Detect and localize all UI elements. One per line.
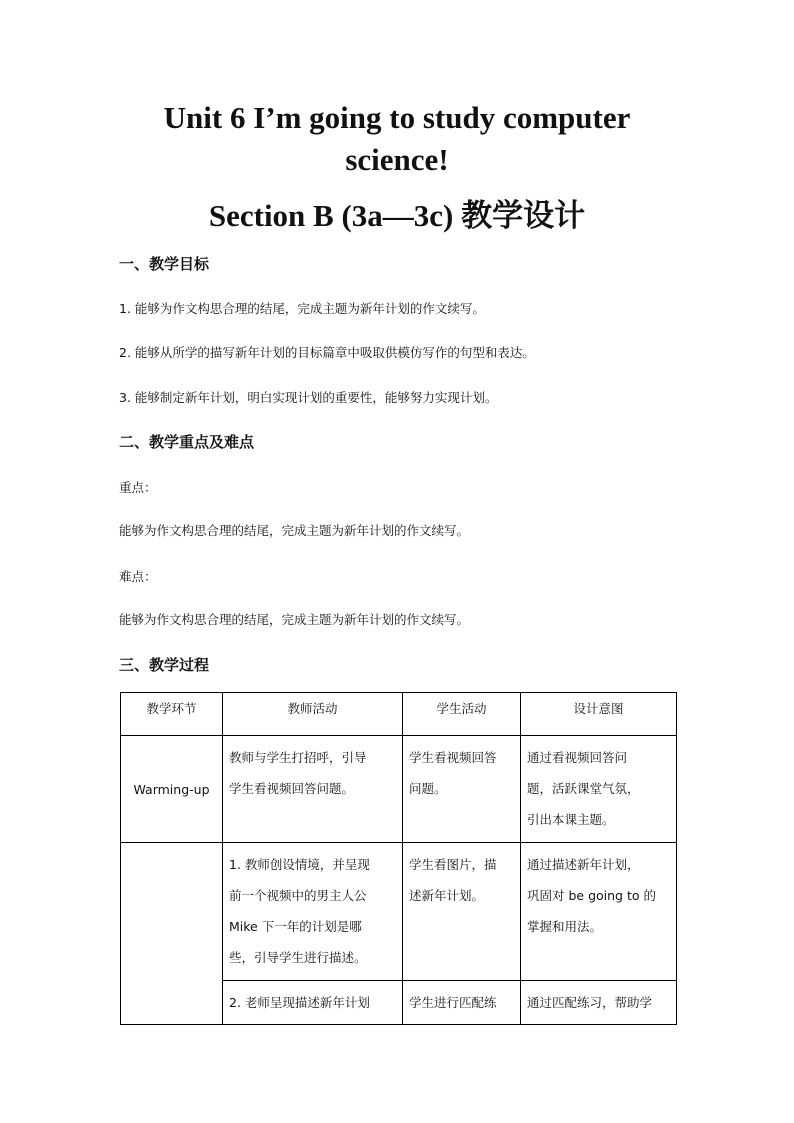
cell-text-line: 问题。	[409, 781, 447, 796]
student-activity-cell	[403, 981, 521, 1025]
objective-item-3: 3. 能够制定新年计划，明白实现计划的重要性，能够努力实现计划。	[119, 390, 498, 405]
key-point-text: 能够为作文构思合理的结尾，完成主题为新年计划的作文续写。	[119, 523, 470, 538]
cell-text-line: 前一个视频中的男主人公	[229, 888, 367, 903]
teacher-activity-cell	[223, 843, 403, 981]
teaching-process-table	[120, 692, 677, 1025]
document-title-line-2: science!	[345, 142, 449, 177]
table-header-row	[121, 693, 677, 736]
difficult-point-label: 难点：	[119, 569, 157, 584]
section-heading-key-points: 二、教学重点及难点	[119, 433, 255, 451]
objective-item-2: 2. 能够从所学的描写新年计划的目标篇章中吸取供模仿写作的句型和表达。	[119, 345, 535, 360]
cell-text-line: 通过匹配练习，帮助学	[527, 995, 653, 1010]
cell-text-line: 学生看视频回答	[409, 750, 497, 765]
cell-text-line: 题，活跃课堂气氛，	[527, 781, 640, 796]
stage-cell	[121, 843, 223, 1025]
cell-text-line: 巩固对 be going to 的	[527, 888, 656, 903]
stage-cell: Warming-up	[121, 736, 223, 843]
cell-text-line: 引出本课主题。	[527, 812, 615, 827]
document-subtitle: Section B (3a—3c) 教学设计	[208, 198, 586, 233]
teacher-activity-cell	[223, 981, 403, 1025]
table-header-cell: 教学环节	[121, 693, 223, 736]
design-purpose-cell	[521, 981, 677, 1025]
cell-text-line: Mike 下一年的计划是哪	[229, 919, 362, 934]
objective-item-1: 1. 能够为作文构思合理的结尾，完成主题为新年计划的作文续写。	[119, 301, 485, 316]
table-header-cell: 学生活动	[403, 693, 521, 736]
student-activity-cell	[403, 843, 521, 981]
document-title-line-1: Unit 6 I’m going to study computer	[163, 100, 631, 135]
difficult-point-text: 能够为作文构思合理的结尾，完成主题为新年计划的作文续写。	[119, 612, 470, 627]
teacher-activity-cell	[223, 736, 403, 843]
section-heading-process: 三、教学过程	[119, 656, 210, 674]
cell-text-line: 教师与学生打招呼，引导	[229, 750, 367, 765]
table-row	[121, 843, 677, 981]
cell-text-line: 通过看视频回答问	[527, 750, 628, 765]
cell-text-line: 述新年计划。	[409, 888, 485, 903]
student-activity-cell	[403, 736, 521, 843]
key-point-label: 重点：	[119, 480, 157, 495]
cell-text-line: 学生看视频回答问题。	[229, 781, 355, 796]
cell-text-line: 掌握和用法。	[527, 919, 603, 934]
cell-text-line: 些，引导学生进行描述。	[229, 950, 367, 965]
table-header-cell: 设计意图	[521, 693, 677, 736]
cell-text-line: 学生看图片，描	[409, 857, 497, 872]
cell-text-line: 通过描述新年计划，	[527, 857, 640, 872]
section-heading-objectives: 一、教学目标	[119, 255, 210, 273]
cell-text-line: 1. 教师创设情境，并呈现	[229, 857, 370, 872]
cell-text-line: 2. 老师呈现描述新年计划	[229, 995, 370, 1010]
table-row	[121, 736, 677, 843]
design-purpose-cell	[521, 736, 677, 843]
table-header-cell: 教师活动	[223, 693, 403, 736]
cell-text-line: 学生进行匹配练	[409, 995, 497, 1010]
design-purpose-cell	[521, 843, 677, 981]
